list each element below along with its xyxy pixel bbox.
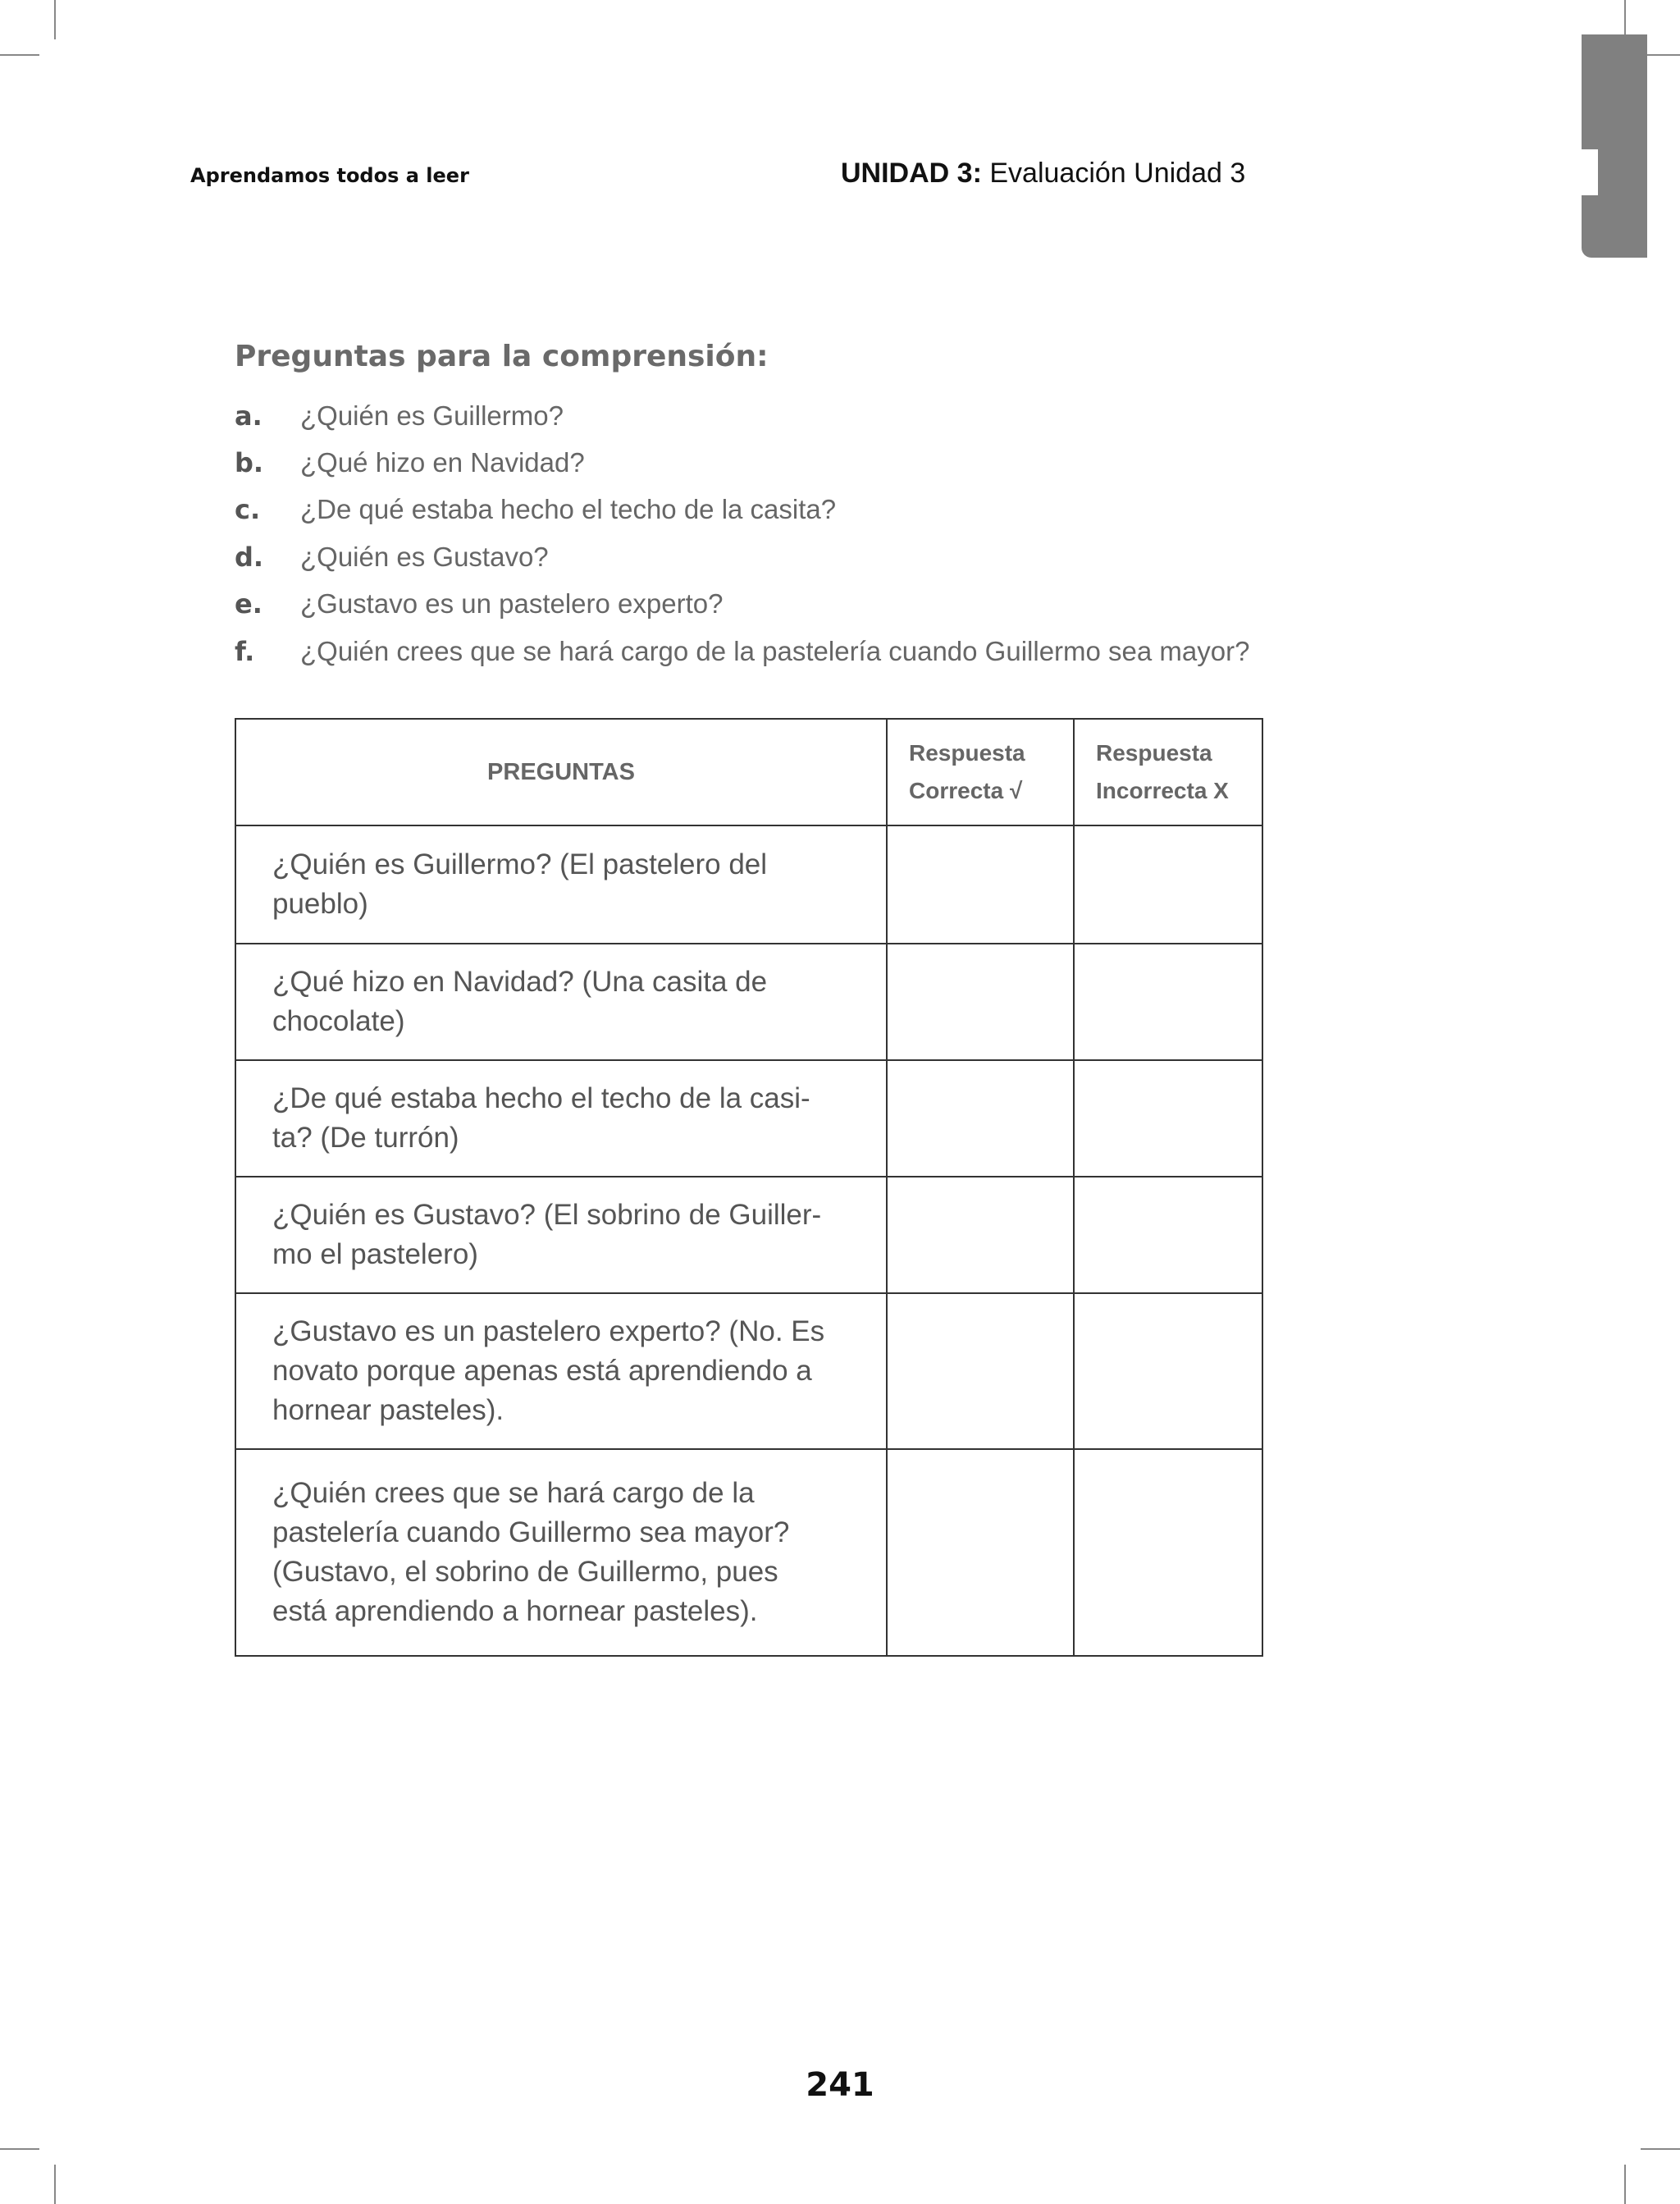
- question-letter: b.: [235, 447, 264, 479]
- cell-line: (Gustavo, el sobrino de Guillermo, pues: [272, 1556, 778, 1588]
- correct-check-cell[interactable]: [887, 1293, 1074, 1449]
- cell-line: ¿Gustavo es un pastelero experto? (No. Es: [272, 1315, 825, 1347]
- book-title: Aprendamos todos a leer: [190, 164, 469, 187]
- chapter-tab-notch: [1582, 149, 1598, 195]
- cell-line: chocolate): [272, 1005, 405, 1037]
- question-answer-cell: [235, 825, 887, 944]
- crop-mark: [0, 54, 39, 56]
- question-text: ¿Qué hizo en Navidad?: [300, 447, 585, 478]
- cell-line: hornear pasteles).: [272, 1394, 504, 1426]
- cell-line: ¿Quién es Guillermo? (El pastelero del: [272, 848, 768, 880]
- question-list: [235, 392, 1249, 674]
- question-answer-cell: [235, 944, 887, 1060]
- header-preguntas: PREGUNTAS: [235, 719, 887, 825]
- question-letter: a.: [235, 400, 262, 432]
- cell-line: novato porque apenas está aprendiendo a: [272, 1355, 812, 1387]
- table-row: [235, 1449, 1262, 1656]
- incorrect-check-cell[interactable]: [1074, 944, 1262, 1060]
- question-letter: d.: [235, 541, 264, 573]
- question-answer-cell: [235, 1177, 887, 1293]
- question-answer-cell: [235, 1060, 887, 1177]
- question-text: ¿Gustavo es un pastelero experto?: [300, 588, 724, 620]
- crop-mark: [54, 0, 56, 39]
- unit-header: [841, 158, 1245, 190]
- question-letter: f.: [235, 635, 255, 667]
- question-item: [235, 533, 1249, 580]
- table-row: [235, 944, 1262, 1060]
- incorrect-check-cell[interactable]: [1074, 1060, 1262, 1177]
- question-item: [235, 487, 1249, 533]
- cell-line: mo el pastelero): [272, 1238, 478, 1270]
- answers-table: [235, 718, 1263, 1657]
- section-title: Preguntas para la comprensión:: [235, 340, 769, 373]
- crop-mark: [1641, 2148, 1680, 2150]
- incorrect-check-cell[interactable]: [1074, 1177, 1262, 1293]
- header-correct: [887, 719, 1074, 825]
- question-text: ¿Quién es Gustavo?: [300, 541, 549, 572]
- page-number: 241: [806, 2066, 874, 2104]
- question-text: ¿De qué estaba hecho el techo de la casita?: [300, 494, 837, 525]
- table-row: [235, 1293, 1262, 1449]
- cell-line: ta? (De turrón): [272, 1122, 459, 1154]
- cell-line: pastelería cuando Guillermo sea mayor?: [272, 1516, 790, 1548]
- crop-mark: [54, 2165, 56, 2204]
- incorrect-check-cell[interactable]: [1074, 1293, 1262, 1449]
- header-incorrect-line1: Respuesta: [1096, 740, 1212, 766]
- cell-line: ¿Quién crees que se hará cargo de la: [272, 1477, 755, 1509]
- incorrect-check-cell[interactable]: [1074, 825, 1262, 944]
- header-correct-line1: Respuesta: [909, 740, 1025, 766]
- correct-check-cell[interactable]: [887, 1060, 1074, 1177]
- cell-line: pueblo): [272, 888, 368, 920]
- question-letter: c.: [235, 494, 261, 526]
- question-item: [235, 439, 1249, 486]
- cell-line: ¿Qué hizo en Navidad? (Una casita de: [272, 966, 768, 998]
- cell-line: está aprendiendo a hornear pasteles).: [272, 1595, 758, 1627]
- question-item: [235, 392, 1249, 439]
- header-incorrect-line2: Incorrecta X: [1096, 778, 1229, 803]
- question-letter: e.: [235, 588, 262, 620]
- crop-mark: [1624, 0, 1626, 39]
- header-correct-line2: Correcta √: [909, 778, 1023, 803]
- correct-check-cell[interactable]: [887, 944, 1074, 1060]
- table-row: [235, 825, 1262, 944]
- crop-mark: [0, 2148, 39, 2150]
- correct-check-cell[interactable]: [887, 825, 1074, 944]
- table-header-row: [235, 719, 1262, 825]
- chapter-tab-marker: [1582, 34, 1647, 258]
- table-row: [235, 1060, 1262, 1177]
- header-incorrect: [1074, 719, 1262, 825]
- question-answer-cell: [235, 1293, 887, 1449]
- question-text: ¿Quién es Guillermo?: [300, 400, 564, 431]
- crop-mark: [1624, 2165, 1626, 2204]
- question-answer-cell: [235, 1449, 887, 1656]
- cell-line: ¿De qué estaba hecho el techo de la casi-: [272, 1082, 810, 1114]
- question-item: [235, 581, 1249, 628]
- correct-check-cell[interactable]: [887, 1449, 1074, 1656]
- cell-line: ¿Quién es Gustavo? (El sobrino de Guiller-: [272, 1199, 822, 1231]
- question-text: ¿Quién crees que se hará cargo de la pastelería cuando Guillermo sea mayor?: [300, 635, 1250, 666]
- table-row: [235, 1177, 1262, 1293]
- incorrect-check-cell[interactable]: [1074, 1449, 1262, 1656]
- correct-check-cell[interactable]: [887, 1177, 1074, 1293]
- unit-title: Evaluación Unidad 3: [989, 158, 1246, 189]
- question-item: [235, 628, 1249, 674]
- unit-label: UNIDAD 3:: [841, 158, 982, 189]
